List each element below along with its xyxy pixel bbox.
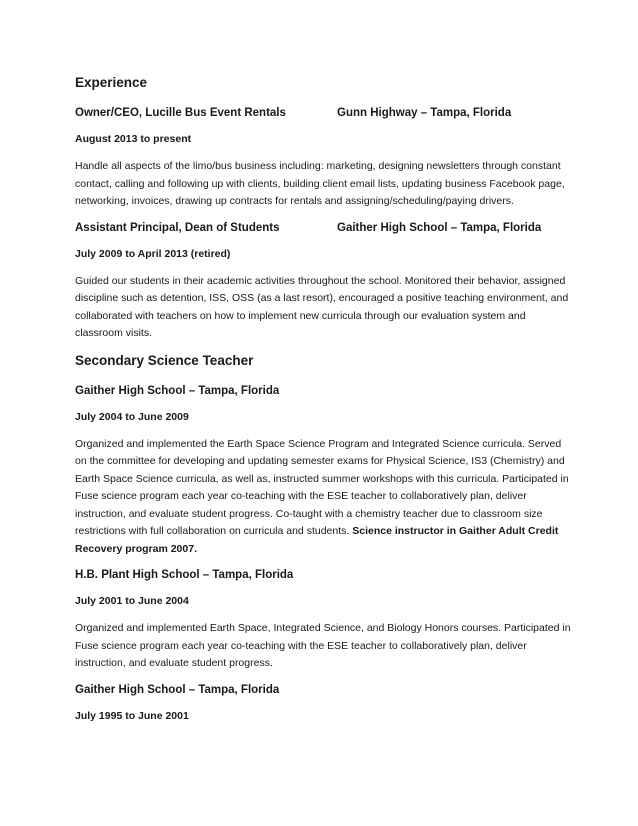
school-dates: July 1995 to June 2001: [75, 709, 189, 722]
job-location: Gunn Highway – Tampa, Florida: [337, 107, 512, 119]
school-description: [75, 436, 575, 559]
job-location: Gaither High School – Tampa, Florida: [337, 221, 542, 234]
job-dates: July 2009 to April 2013 (retired): [75, 247, 231, 260]
job-header: [75, 105, 575, 121]
job-description: Guided our students in their academic activities throughout the school. Monitored their behavior, assigned discipline such as detention, ISS, OSS (as a last resort), encouraged a positive teaching environment, and collaborated with teachers on how to implement new curricula through our evaluation system and classroom visits.: [75, 274, 569, 339]
experience-heading: Experience: [75, 75, 148, 90]
school-name: Gaither High School – Tampa, Florida: [75, 683, 280, 696]
job-dates: August 2013 to present: [75, 133, 192, 145]
job-title: Assistant Principal, Dean of Students: [75, 221, 280, 234]
school-dates: July 2004 to June 2009: [75, 410, 189, 423]
secondary-science-heading: Secondary Science Teacher: [75, 352, 254, 368]
school-dates: July 2001 to June 2004: [75, 595, 189, 607]
school-description-highlight: Science instructor in Gaither Adult Credit Recovery program 2007.: [75, 525, 559, 555]
school-description-text: Organized and implemented the Earth Space Science Program and Integrated Science curricula. Served on the committee for developing and updating semester exams for Physical Science, IS3 (Chemistry) and Earth Space Science curricula, as well as, instructed summer workshops with this curricula. Participated in Fuse science program each year co-teaching with the ESE teacher to collaboratively plan, deliver instruction, and evaluate student progress. Co-taught with a chemistry teacher due to classroom size restrictions with full collaboration on curricula and students.: [75, 437, 569, 537]
resume-page: [75, 74, 575, 735]
job-description: Handle all aspects of the limo/bus business including: marketing, designing newsletters through constant contact, calling and following up with clients, building client email lists, updating business Facebook page, networking, invoices, drawing up contracts for rentals and assigning/scheduling/paying drivers.: [75, 160, 565, 207]
job-header: [75, 220, 575, 236]
job-title: Owner/CEO, Lucille Bus Event Rentals: [75, 107, 286, 119]
school-name: H.B. Plant High School – Tampa, Florida: [75, 569, 294, 581]
school-name: Gaither High School – Tampa, Florida: [75, 384, 280, 397]
school-description: Organized and implemented Earth Space, Integrated Science, and Biology Honors courses. Participated in Fuse science program each year co-teaching with the ESE teacher to collaboratively plan, deliver instruction, and evaluate student progress.: [75, 622, 571, 669]
